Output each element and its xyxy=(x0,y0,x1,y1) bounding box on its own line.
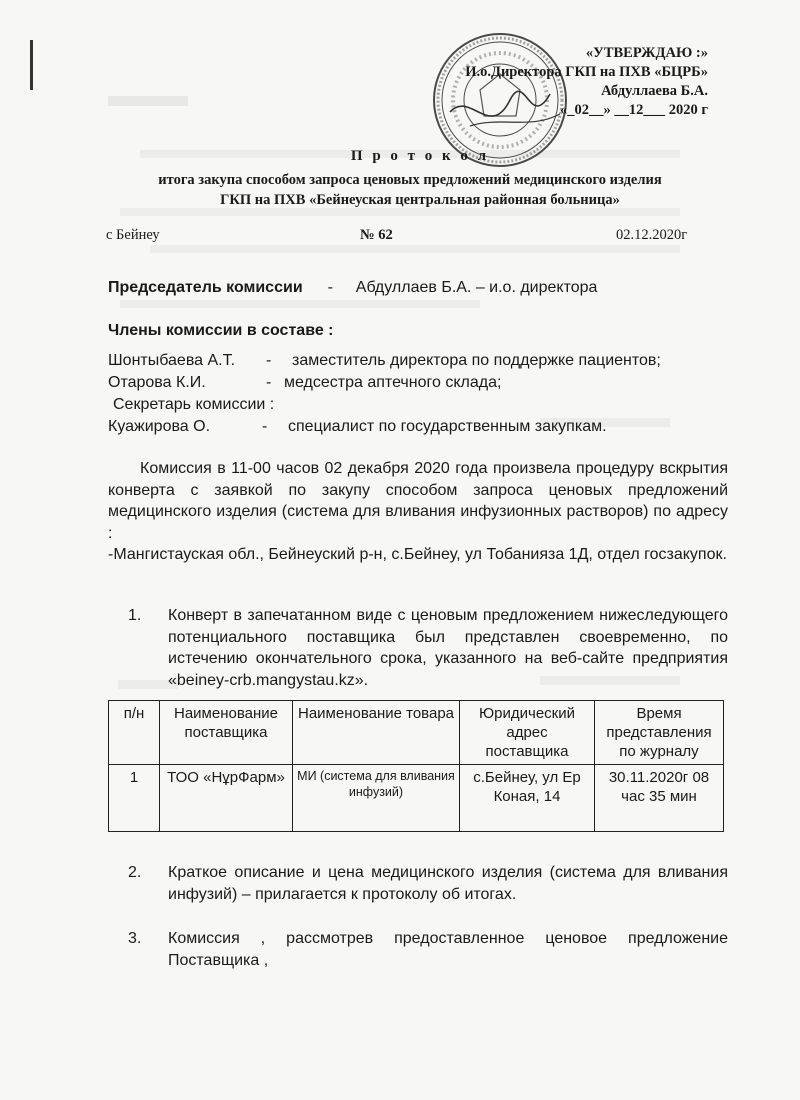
member-row xyxy=(108,374,728,396)
secretary-dash: - xyxy=(262,418,268,435)
chair-dash: - xyxy=(327,279,333,296)
list-item xyxy=(128,605,728,691)
list-item xyxy=(128,862,728,905)
list-marker: 2. xyxy=(128,864,142,881)
intro-paragraph xyxy=(108,458,728,566)
approval-line-1: «УТВЕРЖДАЮ :» xyxy=(585,45,708,61)
header-cell: Время представления по журналу xyxy=(595,701,724,765)
list-item-text: Комиссия , рассмотрев предоставленное ценовое предложение Поставщика , xyxy=(168,930,728,969)
member-name: Шонтыбаева А.Т. xyxy=(108,352,236,369)
secretary-name: Куажирова О. xyxy=(108,418,211,435)
bids-table xyxy=(108,700,724,832)
protocol-number: № 62 xyxy=(360,227,393,243)
list-marker: 3. xyxy=(128,930,142,947)
place: с Бейнеу xyxy=(106,227,160,243)
member-name: Отарова К.И. xyxy=(108,374,206,391)
intro-text: Комиссия в 11-00 часов 02 декабря 2020 года произвела процедуру вскрытия конверта с заявкой по закупу способом запроса ценовых предложений медицинского изделия (система для вливания инфузионных растворов) по адресу : xyxy=(108,460,728,542)
table-cell: ТОО «НұрФарм» xyxy=(160,765,293,832)
list-marker: 1. xyxy=(128,607,142,624)
secretary-row xyxy=(108,418,728,440)
chair-name: Абдуллаев Б.А. – и.о. директора xyxy=(355,279,598,296)
approval-line-4: «_02__» __12___ 2020 г xyxy=(560,102,708,118)
secretary-label xyxy=(113,396,413,418)
intro-address: -Мангистауская обл., Бейнеуский р-н, с.Бейнеу, ул Тобанияза 1Д, отдел госзакупок. xyxy=(108,546,727,563)
commission-chair xyxy=(108,279,597,297)
list-item xyxy=(128,928,728,971)
secretary-label-text: Секретарь комиссии : xyxy=(113,396,275,413)
member-role: заместитель директора по поддержке пациентов; xyxy=(292,352,661,369)
members-heading: Члены комиссии в составе : xyxy=(108,322,334,339)
protocol-date: 02.12.2020г xyxy=(616,227,688,243)
chair-label: Председатель комиссии xyxy=(108,279,303,296)
table-row xyxy=(109,765,724,832)
header-cell: Наименование поставщика xyxy=(160,701,293,765)
member-role: медсестра аптечного склада; xyxy=(284,374,502,391)
approval-line-2: И.о.Директора ГКП на ПХВ «БЦРБ» xyxy=(465,64,708,80)
table-cell: 1 xyxy=(109,765,160,832)
table-cell: 30.11.2020г 08 час 35 мин xyxy=(595,765,724,832)
approval-line-3: Абдуллаева Б.А. xyxy=(601,83,708,99)
table-cell: с.Бейнеу, ул Ер Коная, 14 xyxy=(460,765,595,832)
member-row xyxy=(108,352,728,374)
table-cell: МИ (система для вливания инфузий) xyxy=(293,765,460,832)
binder-mark xyxy=(30,40,33,90)
document-subtitle-1: итога закупа способом запроса ценовых предложений медицинского изделия xyxy=(158,172,662,188)
secretary-role: специалист по государственным закупкам. xyxy=(288,418,607,435)
approval-block xyxy=(465,44,708,120)
list-item-text: Конверт в запечатанном виде с ценовым предложением нижеследующего потенциального поставщика был представлен своевременно, по истечению окончательного срока, указанного на веб-сайте предприятия «beiney-crb.mangystau.kz». xyxy=(168,607,728,689)
document-subtitle-2: ГКП на ПХВ «Бейнеуская центральная районная больница» xyxy=(220,192,620,208)
member-dash: - xyxy=(266,352,272,369)
header-cell: Юридический адрес поставщика xyxy=(460,701,595,765)
member-dash: - xyxy=(266,374,272,391)
document-title: П р о т о к о л xyxy=(350,148,490,164)
header-cell: п/н xyxy=(109,701,160,765)
header-cell: Наименование товара xyxy=(293,701,460,765)
list-item-text: Краткое описание и цена медицинского изделия (система для вливания инфузий) – прилагается к протоколу об итогах. xyxy=(168,864,728,903)
table-header-row xyxy=(109,701,724,765)
